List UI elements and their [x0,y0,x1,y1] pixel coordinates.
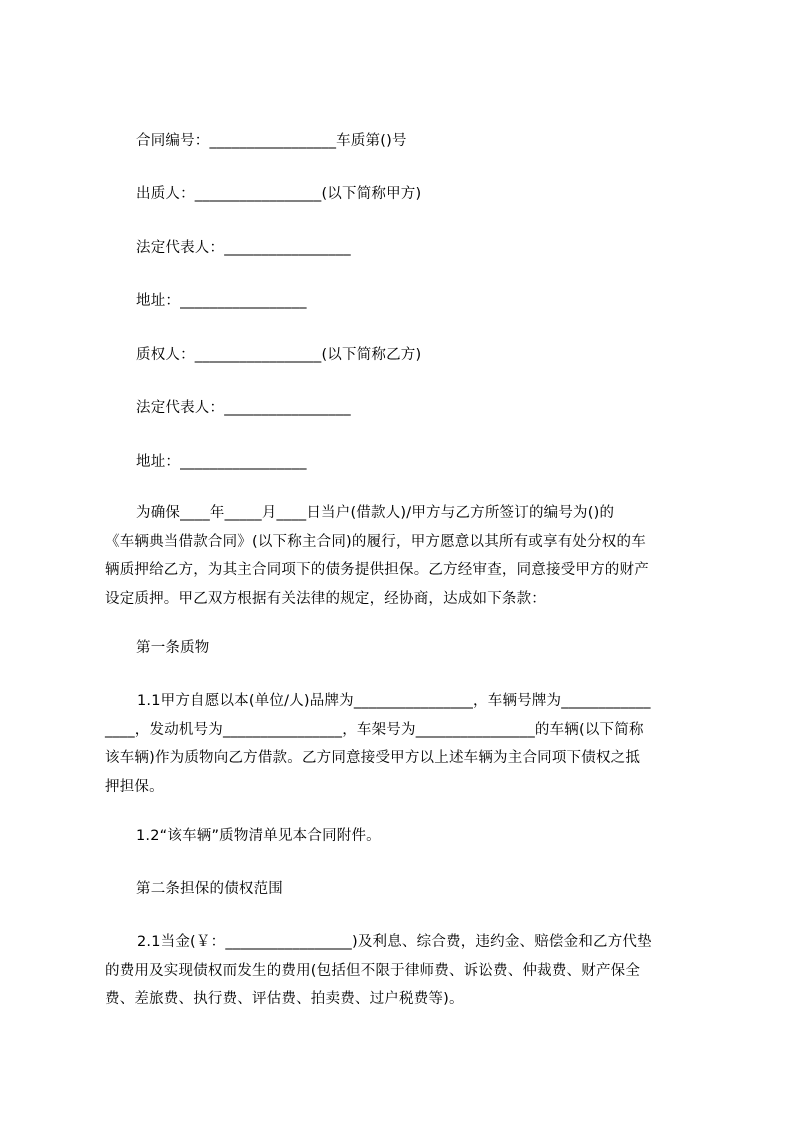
clause-2-1-line-2: 的费用及实现债权而发生的费用(包括但不限于律师费、诉讼费、仲裁费、财产保全 [105,963,641,979]
clause-1-1-line-3: 该车辆)作为质物向乙方借款。乙方同意接受甲方以上述车辆为主合同项下债权之抵 [105,750,641,766]
clause-2-1-line-1: 2.1当金(￥：_________________)及利息、综合费，违约金、赔偿金和乙方代垫 [137,934,652,950]
pledgor-legal-representative-line: 法定代表人：_________________ [136,240,351,256]
clause-1-2: 1.2“该车辆”质物清单见本合同附件。 [136,828,381,844]
preamble-line-3: 辆质押给乙方，为其主合同项下的债务提供担保。乙方经审查，同意接受甲方的财产 [105,562,649,578]
preamble-line-1: 为确保____年_____月____日当户(借款人)/甲方与乙方所签订的编号为()的 [136,505,615,521]
pledgor-address-line: 地址：_________________ [136,293,307,309]
article-2-title: 第二条担保的债权范围 [136,881,283,897]
clause-1-1-line-2: ____，发动机号为________________，车架号为________________的车辆(以下简称 [105,722,644,738]
pledgee-legal-representative-line: 法定代表人：_________________ [136,400,351,416]
clause-1-1-line-4: 押担保。 [105,779,164,795]
pledgee-address-line: 地址：_________________ [136,454,307,470]
pledgor-line: 出质人：_________________(以下简称甲方) [136,186,422,202]
preamble-line-2: 《车辆典当借款合同》(以下称主合同)的履行，甲方愿意以其所有或享有处分权的车 [105,534,646,550]
contract-number-line: 合同编号：_________________车质第()号 [136,133,407,149]
preamble-line-4: 设定质押。甲乙双方根据有关法律的规定，经协商，达成如下条款： [105,591,546,607]
clause-1-1-line-1: 1.1甲方自愿以本(单位/人)品牌为________________，车辆号牌为____________ [137,693,651,709]
clause-2-1-line-3: 费、差旅费、执行费、评估费、拍卖费、过户税费等)。 [105,991,464,1007]
article-1-title: 第一条质物 [136,640,210,656]
pledgee-line: 质权人：_________________(以下简称乙方) [136,347,422,363]
